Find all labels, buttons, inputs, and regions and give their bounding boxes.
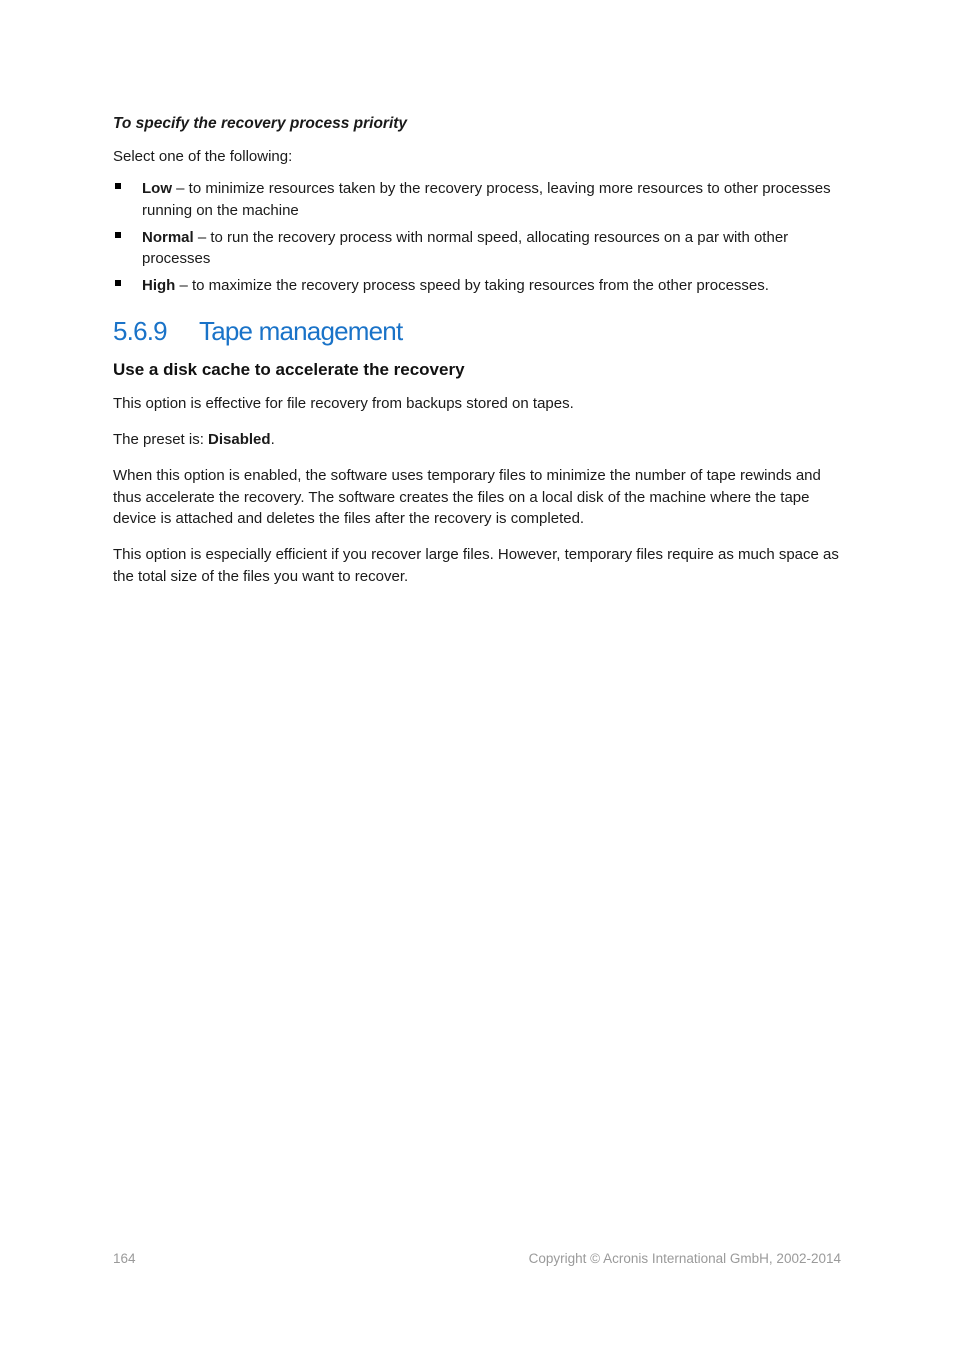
paragraph: This option is especially efficient if you recover large files. However, temporary files require as much space as the total size of the files you want to recover. <box>113 546 839 585</box>
procedure-intro: Select one of the following: <box>113 148 293 165</box>
section-title: Tape management <box>199 316 403 346</box>
option-name: Low <box>142 180 172 197</box>
option-description: – to maximize the recovery process speed by taking resources from the other processes. <box>175 277 769 294</box>
preset-end: . <box>270 431 275 448</box>
preset-label: The preset is: <box>113 431 209 448</box>
priority-options-list <box>113 178 843 302</box>
paragraph: This option is effective for file recovery from backups stored on tapes. <box>113 395 574 412</box>
subsection-heading: Use a disk cache to accelerate the recovery <box>113 360 465 379</box>
bullet-square-icon <box>115 232 121 238</box>
paragraph: When this option is enabled, the software uses temporary files to minimize the number of tape rewinds and thus accelerate the recovery. The software creates the files on a local disk of the machine where the tape device is attached and deletes the files after the recovery is completed. <box>113 467 821 527</box>
list-item <box>113 275 843 297</box>
page-number: 164 <box>113 1251 136 1266</box>
option-name: High <box>142 277 176 294</box>
option-name: Normal <box>142 228 194 246</box>
list-item <box>113 178 843 221</box>
section-heading <box>113 316 402 347</box>
section-number: 5.6.9 <box>113 316 167 346</box>
preset-value: Disabled <box>208 431 271 448</box>
bullet-square-icon <box>115 280 121 286</box>
bullet-square-icon <box>115 183 121 189</box>
procedure-title: To specify the recovery process priority <box>113 115 408 132</box>
copyright-notice: Copyright © Acronis International GmbH, 2002-2014 <box>528 1251 841 1266</box>
preset-paragraph <box>113 429 843 451</box>
option-description: – to minimize resources taken by the recovery process, leaving more resources to other processes running on the machine <box>142 180 831 219</box>
list-item <box>113 227 843 270</box>
option-description: – to run the recovery process with normal speed, allocating resources on a par with other processes <box>142 228 789 267</box>
